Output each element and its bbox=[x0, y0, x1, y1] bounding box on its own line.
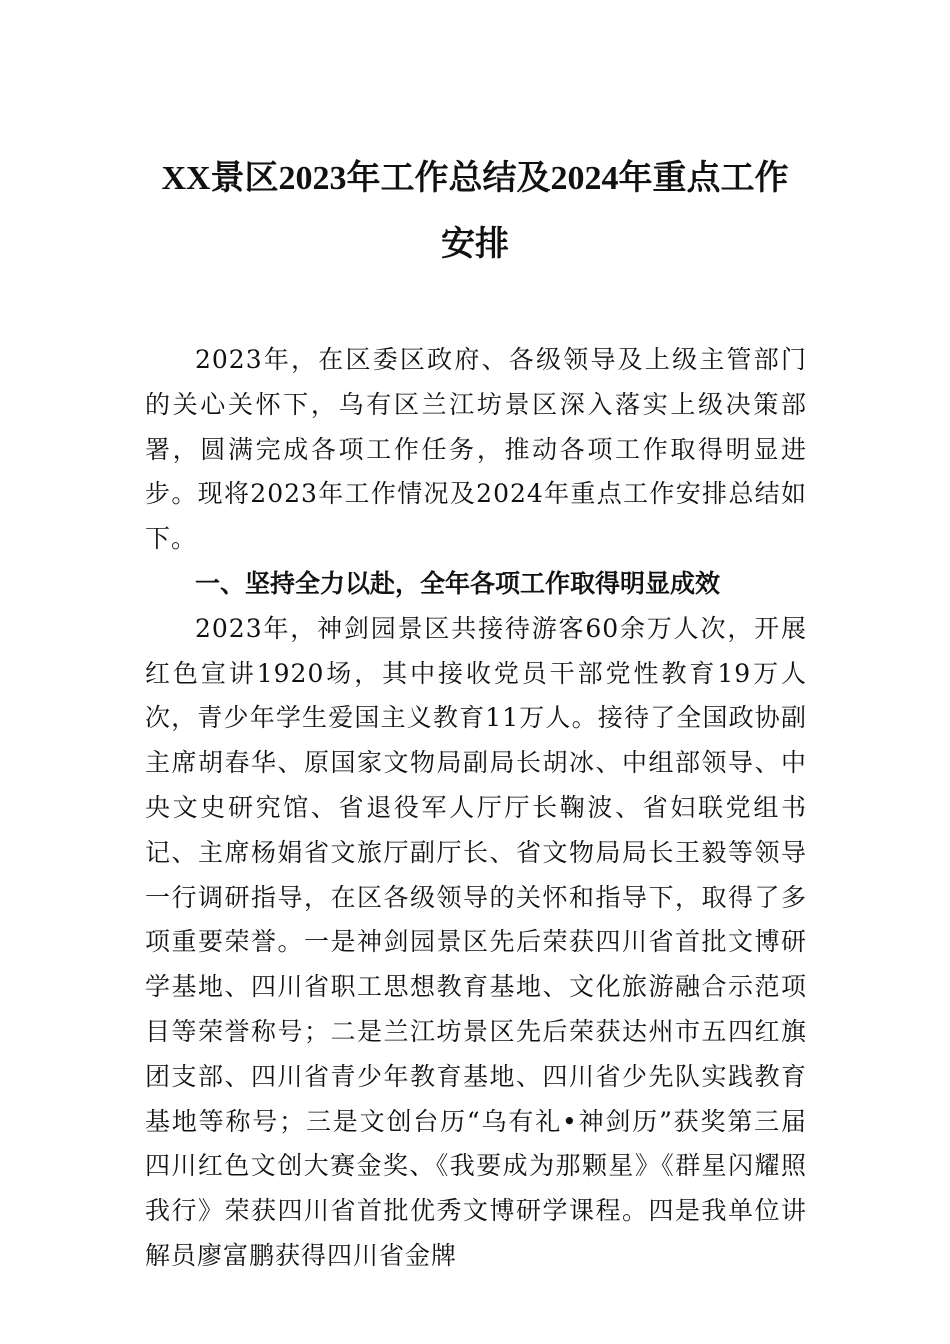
document-body bbox=[145, 338, 807, 1279]
intro-paragraph: 2023年，在区委区政府、各级领导及上级主管部门的关心关怀下，乌有区兰江坊景区深入落实上级决策部署，圆满完成各项工作任务，推动各项工作取得明显进步。现将2023年工作情况及2024年重点工作安排总结如下。 bbox=[145, 345, 807, 554]
section-heading: 一、坚持全力以赴，全年各项工作取得明显成效 bbox=[195, 568, 721, 598]
section-paragraph: 2023年，神剑园景区共接待游客60余万人次，开展红色宣讲1920场，其中接收党员干部党性教育19万人次，青少年学生爱国主义教育11万人。接待了全国政协副主席胡春华、原国家文物局副局长胡冰、中组部领导、中央文史研究馆、省退役军人厅厅长鞠波、省妇联党组书记、主席杨娟省文旅厅副厅长、省文物局局长王毅等领导一行调研指导，在区各级领导的关怀和指导下，取得了多项重要荣誉。一是神剑园景区先后荣获四川省首批文博研学基地、四川省职工思想教育基地、文化旅游融合示范项目等荣誉称号；二是兰江坊景区先后荣获达州市五四红旗团支部、四川省青少年教育基地、四川省少先队实践教育基地等称号；三是文创台历“乌有礼•神剑历”获奖第三届四川红色文创大赛金奖、《我要成为那颗星》《群星闪耀照我行》荣获四川省首批优秀文博研学课程。四是我单位讲解员廖富鹏获得四川省金牌 bbox=[145, 613, 807, 1270]
document-title: XX景区2023年工作总结及2024年重点工作安排 bbox=[161, 160, 789, 263]
